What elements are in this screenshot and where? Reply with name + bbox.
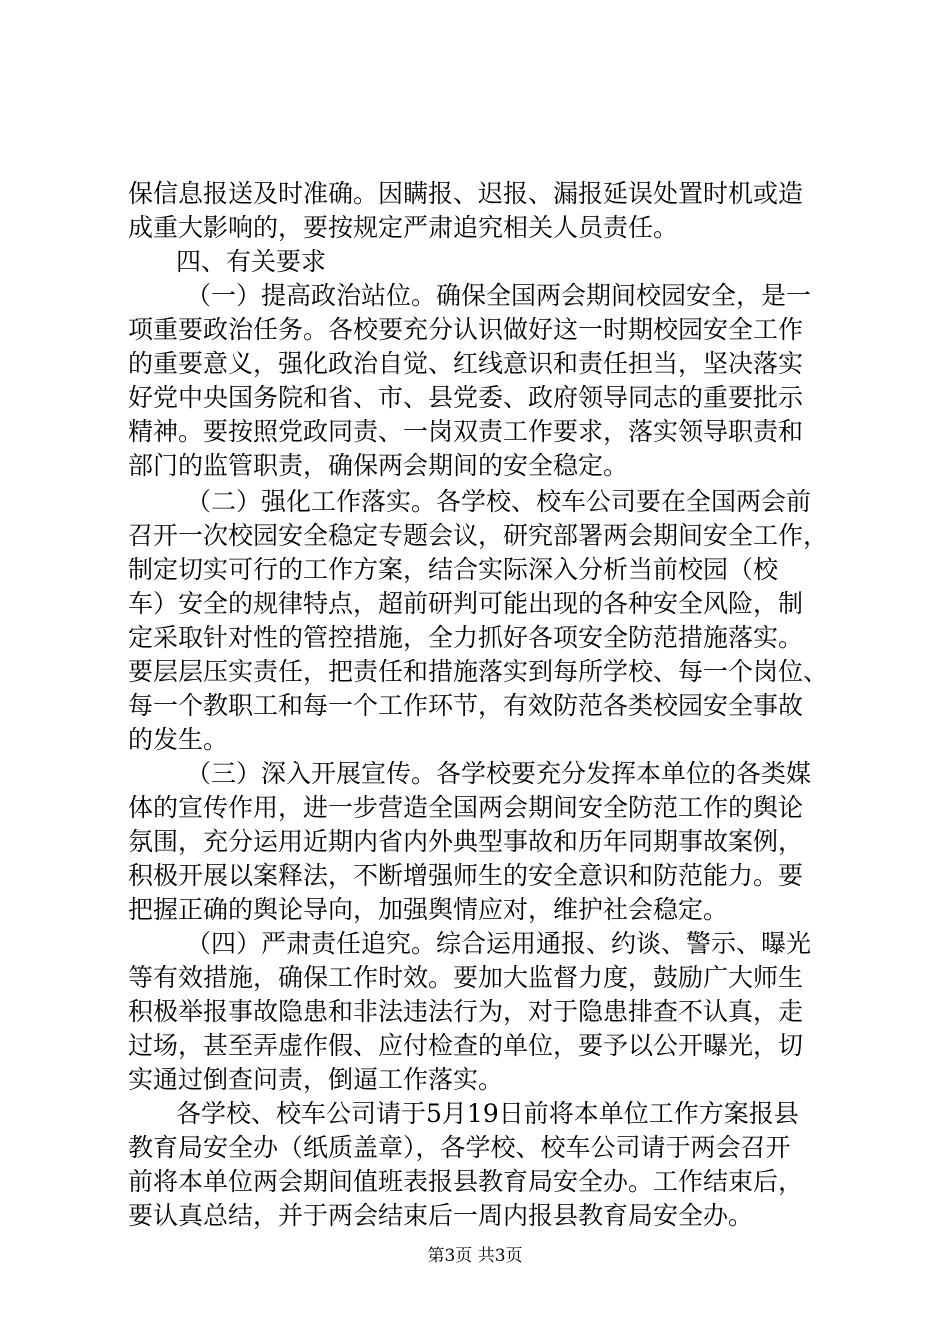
text-line: 氛围，充分运用近期内省内外典型事故和历年同期事故案例， xyxy=(128,827,804,856)
text-line: 项重要政治任务。各校要充分认识做好这一时期校园安全工作 xyxy=(128,315,804,344)
page-footer: 第3页 共3页 xyxy=(427,1246,523,1266)
text-line: （三）深入开展宣传。各学校要充分发挥本单位的各类媒 xyxy=(186,759,812,788)
text-line: 过场，甚至弄虚作假、应付检查的单位，要予以公开曝光，切 xyxy=(128,1031,804,1060)
text-line: （二）强化工作落实。各学校、校车公司要在全国两会前 xyxy=(186,487,812,516)
text-line: 制定切实可行的工作方案，结合实际深入分析当前校园（校 xyxy=(128,555,779,584)
text-line: 把握正确的舆论导向，加强舆情应对，维护社会稳定。 xyxy=(128,895,729,924)
text-line: 前将本单位两会期间值班表报县教育局安全办。工作结束后， xyxy=(128,1167,804,1196)
text-line: 要认真总结，并于两会结束后一周内报县教育局安全办。 xyxy=(128,1201,754,1230)
text-line: （一）提高政治站位。确保全国两会期间校园安全，是一 xyxy=(186,281,812,310)
text-line: 成重大影响的，要按规定严肃追究相关人员责任。 xyxy=(128,213,679,242)
text-line: 实通过倒查问责，倒逼工作落实。 xyxy=(128,1065,504,1094)
text-line: 的重要意义，强化政治自觉、红线意识和责任担当，坚决落实 xyxy=(128,349,804,378)
text-line: 车）安全的规律特点，超前研判可能出现的各种安全风险，制 xyxy=(128,589,804,618)
text-line: 积极举报事故隐患和非法违法行为，对于隐患排查不认真，走 xyxy=(128,997,804,1026)
text-line: 各学校、校车公司请于5月19日前将本单位工作方案报县 xyxy=(176,1099,799,1128)
text-line: 积极开展以案释法，不断增强师生的安全意识和防范能力。要 xyxy=(128,861,804,890)
text-line: 教育局安全办（纸质盖章），各学校、校车公司请于两会召开 xyxy=(128,1133,791,1162)
text-line: 的发生。 xyxy=(128,725,229,754)
text-line: （四）严肃责任追究。综合运用通报、约谈、警示、曝光 xyxy=(186,929,812,958)
text-line: 要层层压实责任，把责任和措施落实到每所学校、每一个岗位、 xyxy=(128,657,829,686)
text-line: 每一个教职工和每一个工作环节，有效防范各类校园安全事故 xyxy=(128,691,804,720)
text-line: 等有效措施，确保工作时效。要加大监督力度，鼓励广大师生 xyxy=(128,963,804,992)
text-line: 体的宣传作用，进一步营造全国两会期间安全防范工作的舆论 xyxy=(128,793,804,822)
text-line: 好党中央国务院和省、市、县党委、政府领导同志的重要批示 xyxy=(128,383,804,412)
text-line: 定采取针对性的管控措施，全力抓好各项安全防范措施落实。 xyxy=(128,623,804,652)
text-line: 召开一次校园安全稳定专题会议，研究部署两会期间安全工作， xyxy=(128,521,829,550)
text-line: 部门的监管职责，确保两会期间的安全稳定。 xyxy=(128,451,629,480)
text-line: 精神。要按照党政同责、一岗双责工作要求，落实领导职责和 xyxy=(128,417,804,446)
text-line: 保信息报送及时准确。因瞒报、迟报、漏报延误处置时机或造 xyxy=(128,179,804,208)
text-line: 四、有关要求 xyxy=(176,247,327,276)
